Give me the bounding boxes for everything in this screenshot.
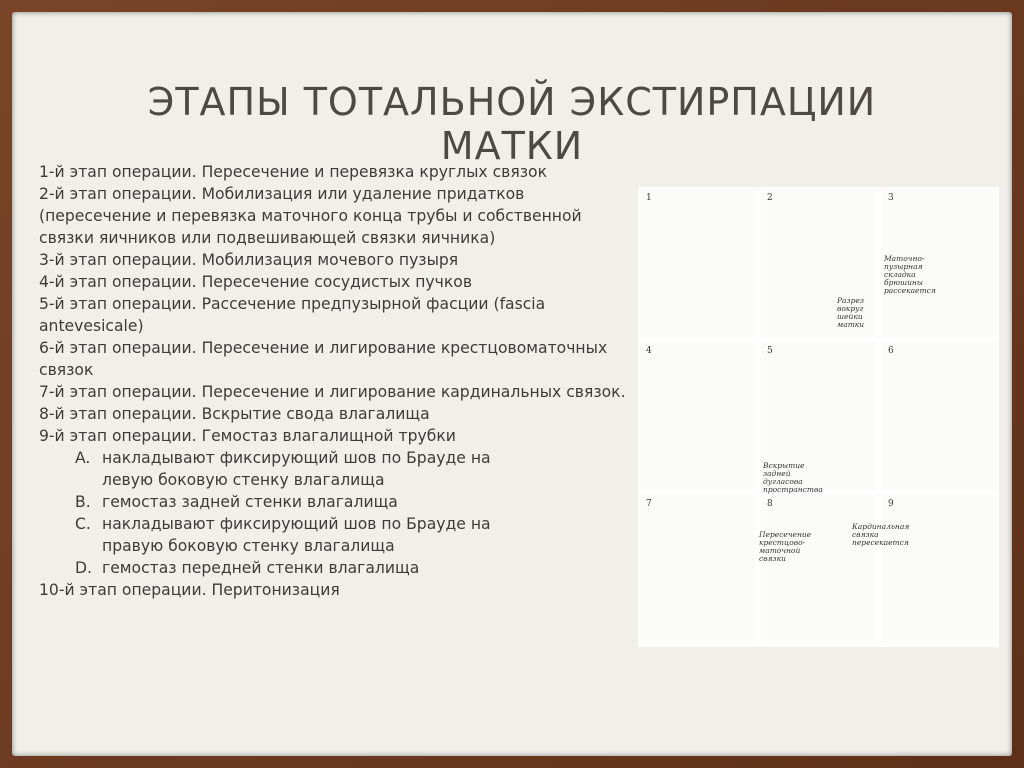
substep-a [75,447,629,491]
substep-text: гемостаз передней стенки влагалища [102,559,420,577]
step-9-substeps [39,447,629,579]
substep-label: B. [75,493,91,511]
substep-text-cont: левую боковую стенку влагалища [102,471,385,489]
substep-c [75,513,629,557]
panel-number: 9 [888,499,894,509]
step-4: 4-й этап операции. Пересечение сосудистых пучков [39,273,473,291]
substep-label: A. [75,449,91,467]
step-7: 7-й этап операции. Пересечение и лигирование кардинальных связок. [39,383,626,401]
figure-panel-5 [761,342,876,494]
panel-caption: Маточно-пузырная складка брюшины рассекается [884,254,936,295]
panel-number: 5 [767,346,773,356]
figure-panel-6 [882,342,997,490]
panel-number: 7 [646,499,652,509]
figure-panel-7 [640,495,755,643]
substep-text: накладывают фиксирующий шов по Брауде на [102,515,491,533]
surgery-illustration [638,187,999,647]
substep-text: накладывают фиксирующий шов по Брауде на [102,449,491,467]
panel-number: 2 [767,193,773,203]
title-line-1: ЭТАПЫ ТОТАЛЬНОЙ ЭКСТИРПАЦИИ [147,80,877,124]
panel-caption: Пересечение крестцово-маточной связки [759,530,812,563]
figure-panel-9 [852,495,997,643]
steps-list [39,161,629,601]
panel-caption: Разрез вокруг шейки матки [837,296,865,329]
step-1: 1-й этап операции. Пересечение и перевязка круглых связок [39,163,547,181]
substep-text-cont: правую боковую стенку влагалища [102,537,395,555]
panel-number: 6 [888,346,894,356]
step-6: 6-й этап операции. Пересечение и лигирование крестцовоматочных связок [39,339,608,379]
substep-label: D. [75,559,92,577]
figure-panel-3 [882,189,997,337]
substep-b [75,491,629,513]
step-9: 9-й этап операции. Гемостаз влагалищной трубки [39,427,456,445]
step-8: 8-й этап операции. Вскрытие свода влагалища [39,405,430,423]
figure-panel-1 [640,189,755,337]
panel-number: 1 [646,193,652,203]
title-line-2: МАТКИ [440,124,584,168]
step-10: 10-й этап операции. Перитонизация [39,581,340,599]
panel-number: 8 [767,499,773,509]
figure-panel-8 [761,495,876,643]
step-3: 3-й этап операции. Мобилизация мочевого пузыря [39,251,459,269]
step-2: 2-й этап операции. Мобилизация или удаление придатков (пересечение и перевязка маточного конца трубы и собственной связки яичников или подвешивающей связки яичника) [39,185,582,247]
substep-d [75,557,629,579]
substep-text: гемостаз задней стенки влагалища [102,493,398,511]
panel-number: 4 [646,346,652,356]
substep-label: C. [75,515,91,533]
panel-caption: Кардинальная связка пересекается [852,522,910,547]
step-5: 5-й этап операции. Рассечение предпузырной фасции (fascia antevesicale) [39,295,546,335]
figure-panel-4 [640,342,755,490]
panel-number: 3 [888,193,894,203]
figure-panel-2 [761,189,876,337]
panel-caption: Вскрытие задней дугласова пространства [763,461,823,494]
slide-title [12,80,1012,168]
